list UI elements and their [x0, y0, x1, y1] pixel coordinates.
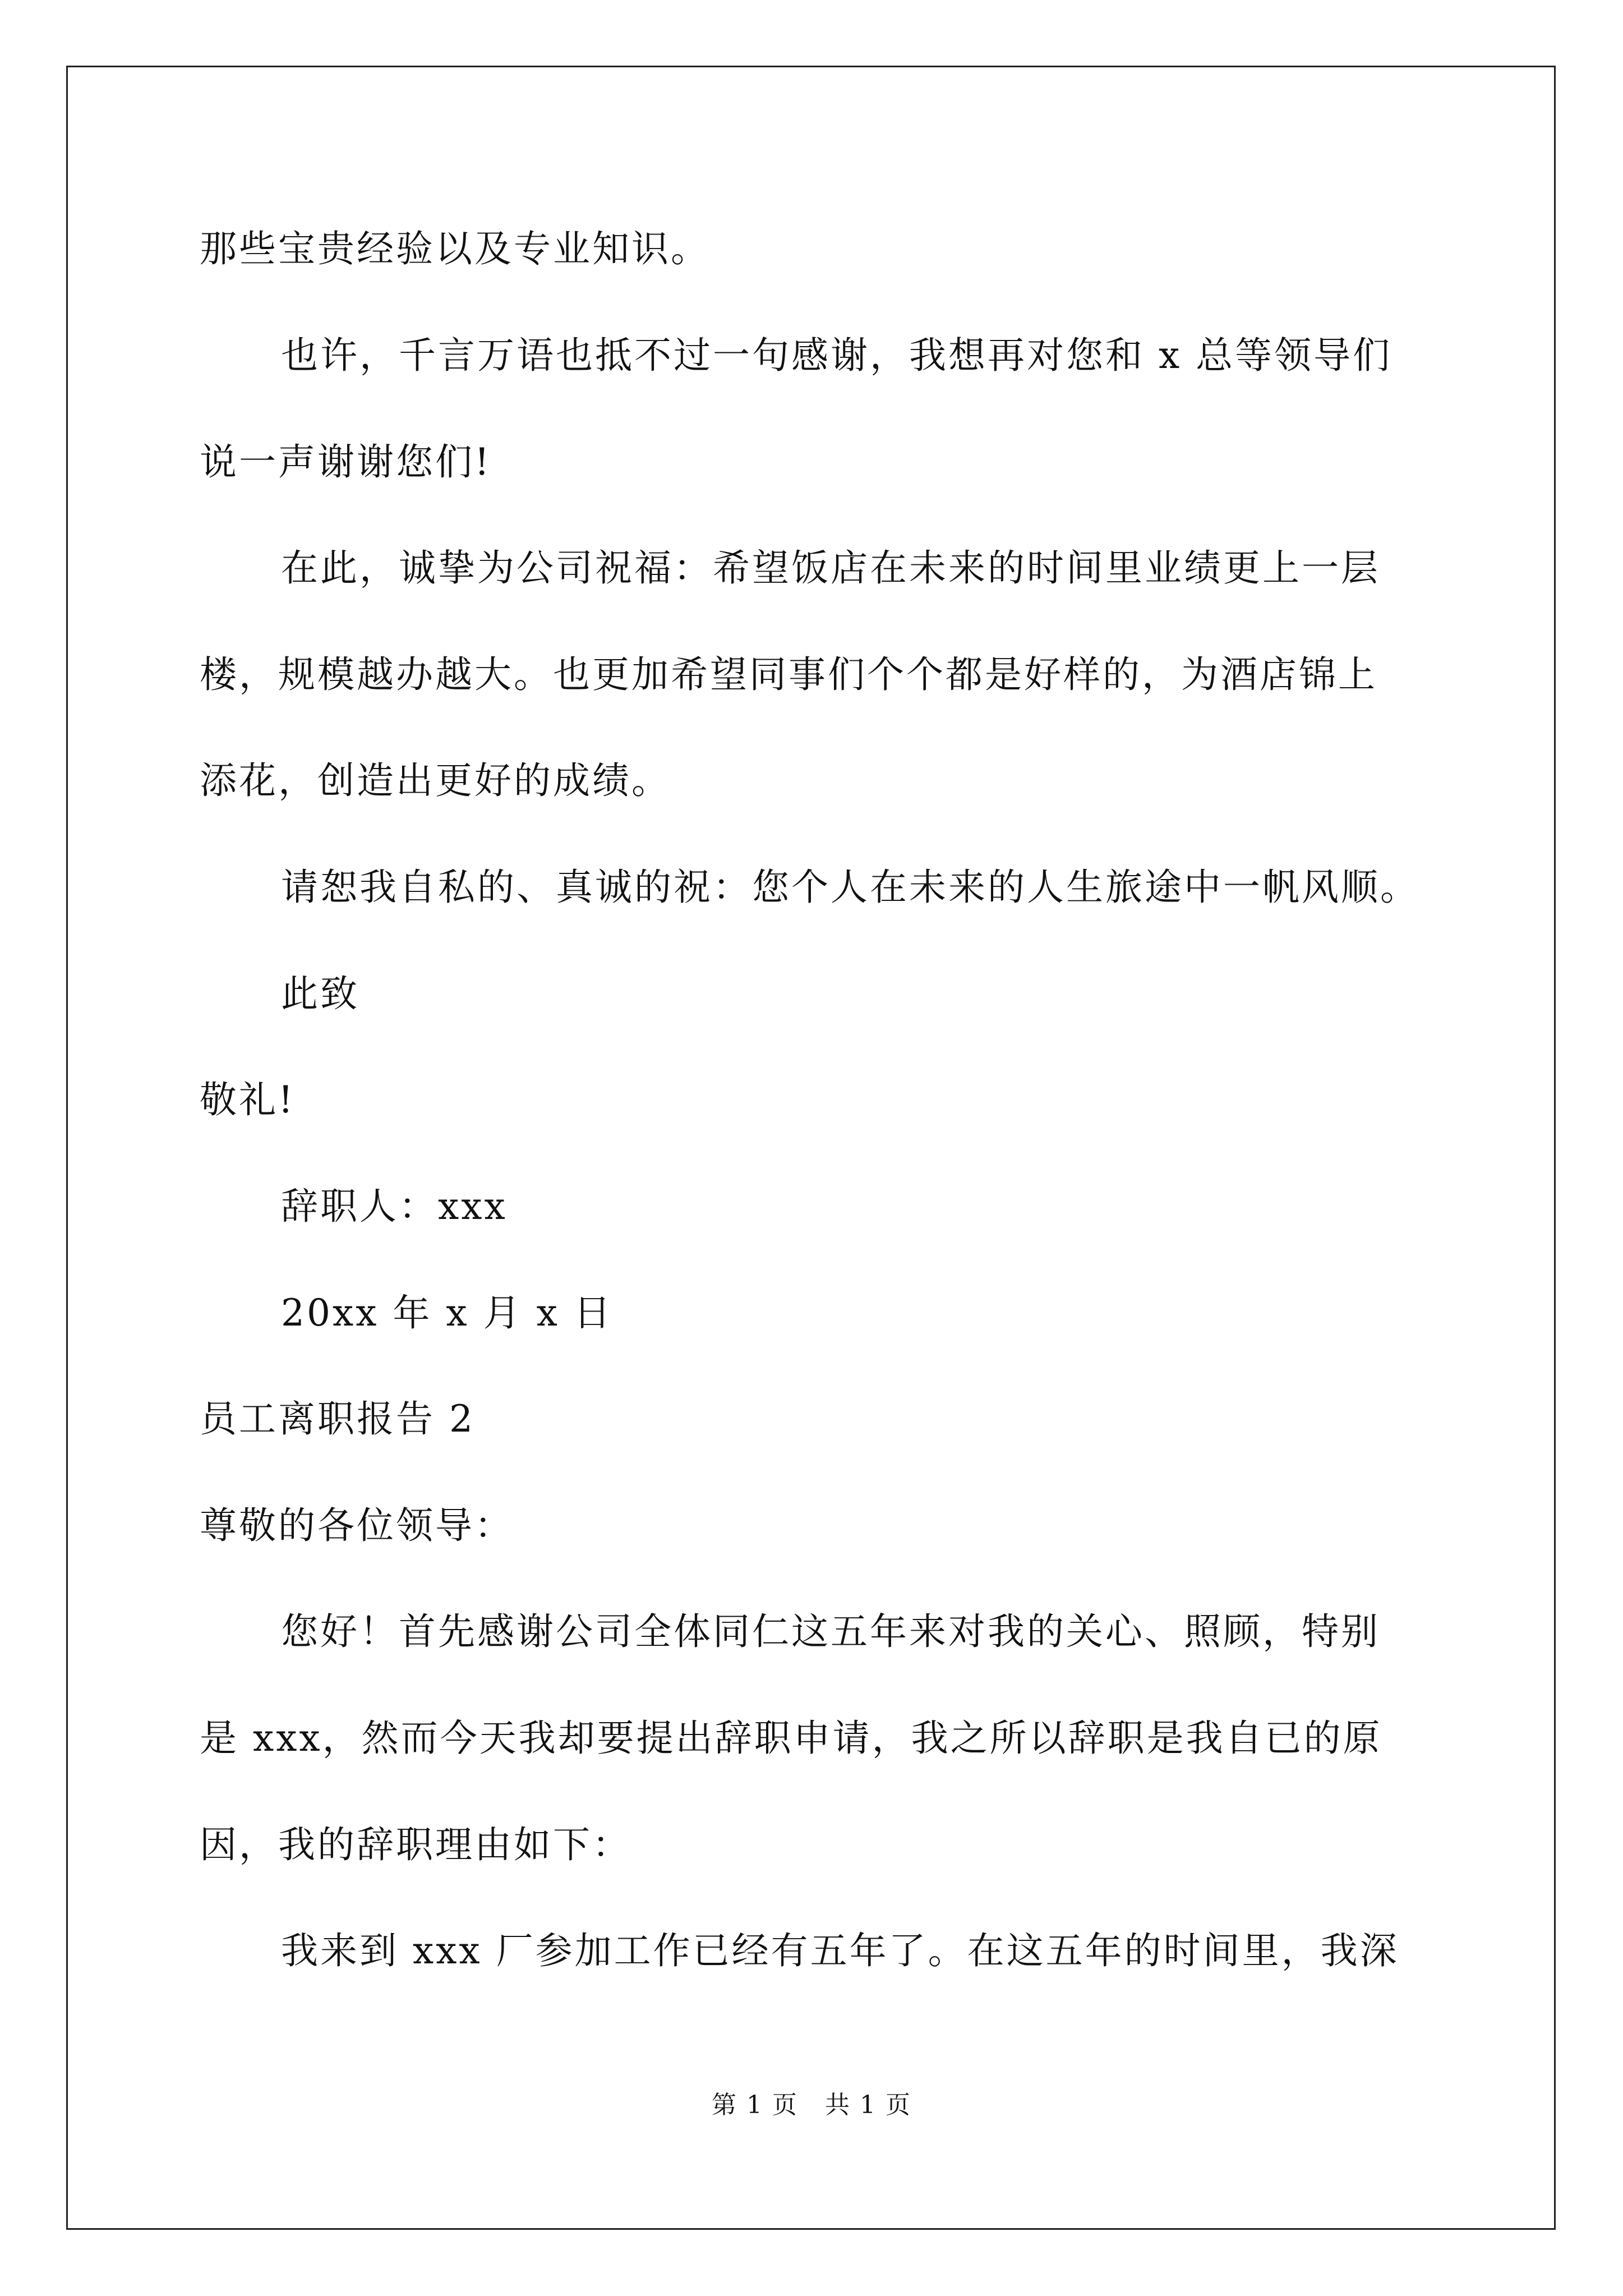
text-line: 是 xxx，然而今天我却要提出辞职申请，我之所以辞职是我自已的原	[200, 1717, 1382, 1760]
text-line: 说一声谢谢您们!	[200, 440, 492, 484]
text-line: 此致	[281, 972, 359, 1015]
text-line: 我来到 xxx 厂参加工作已经有五年了。在这五年的时间里，我深	[281, 1929, 1399, 1972]
text-line: 尊敬的各位领导：	[200, 1504, 514, 1547]
text-line: 添花，创造出更好的成绩。	[200, 759, 671, 802]
text-line: 楼，规模越办越大。也更加希望同事们个个都是好样的，为酒店锦上	[200, 653, 1377, 696]
text-line: 在此，诚挚为公司祝福：希望饭店在未来的时间里业绩更上一层	[281, 546, 1380, 590]
text-line: 辞职人：xxx	[281, 1185, 508, 1228]
page-number: 第 1 页 共 1 页	[712, 2091, 911, 2119]
text-line: 因，我的辞职理由如下：	[200, 1823, 631, 1866]
text-line: 您好！首先感谢公司全体同仁这五年来对我的关心、照顾，特别	[281, 1610, 1380, 1653]
text-line: 也许，千言万语也抵不过一句感谢，我想再对您和 x 总等领导们	[281, 334, 1393, 377]
section-heading: 员工离职报告 2	[200, 1397, 475, 1441]
text-line: 那些宝贵经验以及专业知识。	[200, 227, 710, 270]
text-line: 20xx 年 x 月 x 日	[281, 1291, 613, 1335]
text-line: 请恕我自私的、真诚的祝：您个人在未来的人生旅途中一帆风顺。	[281, 866, 1419, 909]
text-line: 敬礼!	[200, 1078, 296, 1121]
page-border	[66, 66, 1556, 2230]
